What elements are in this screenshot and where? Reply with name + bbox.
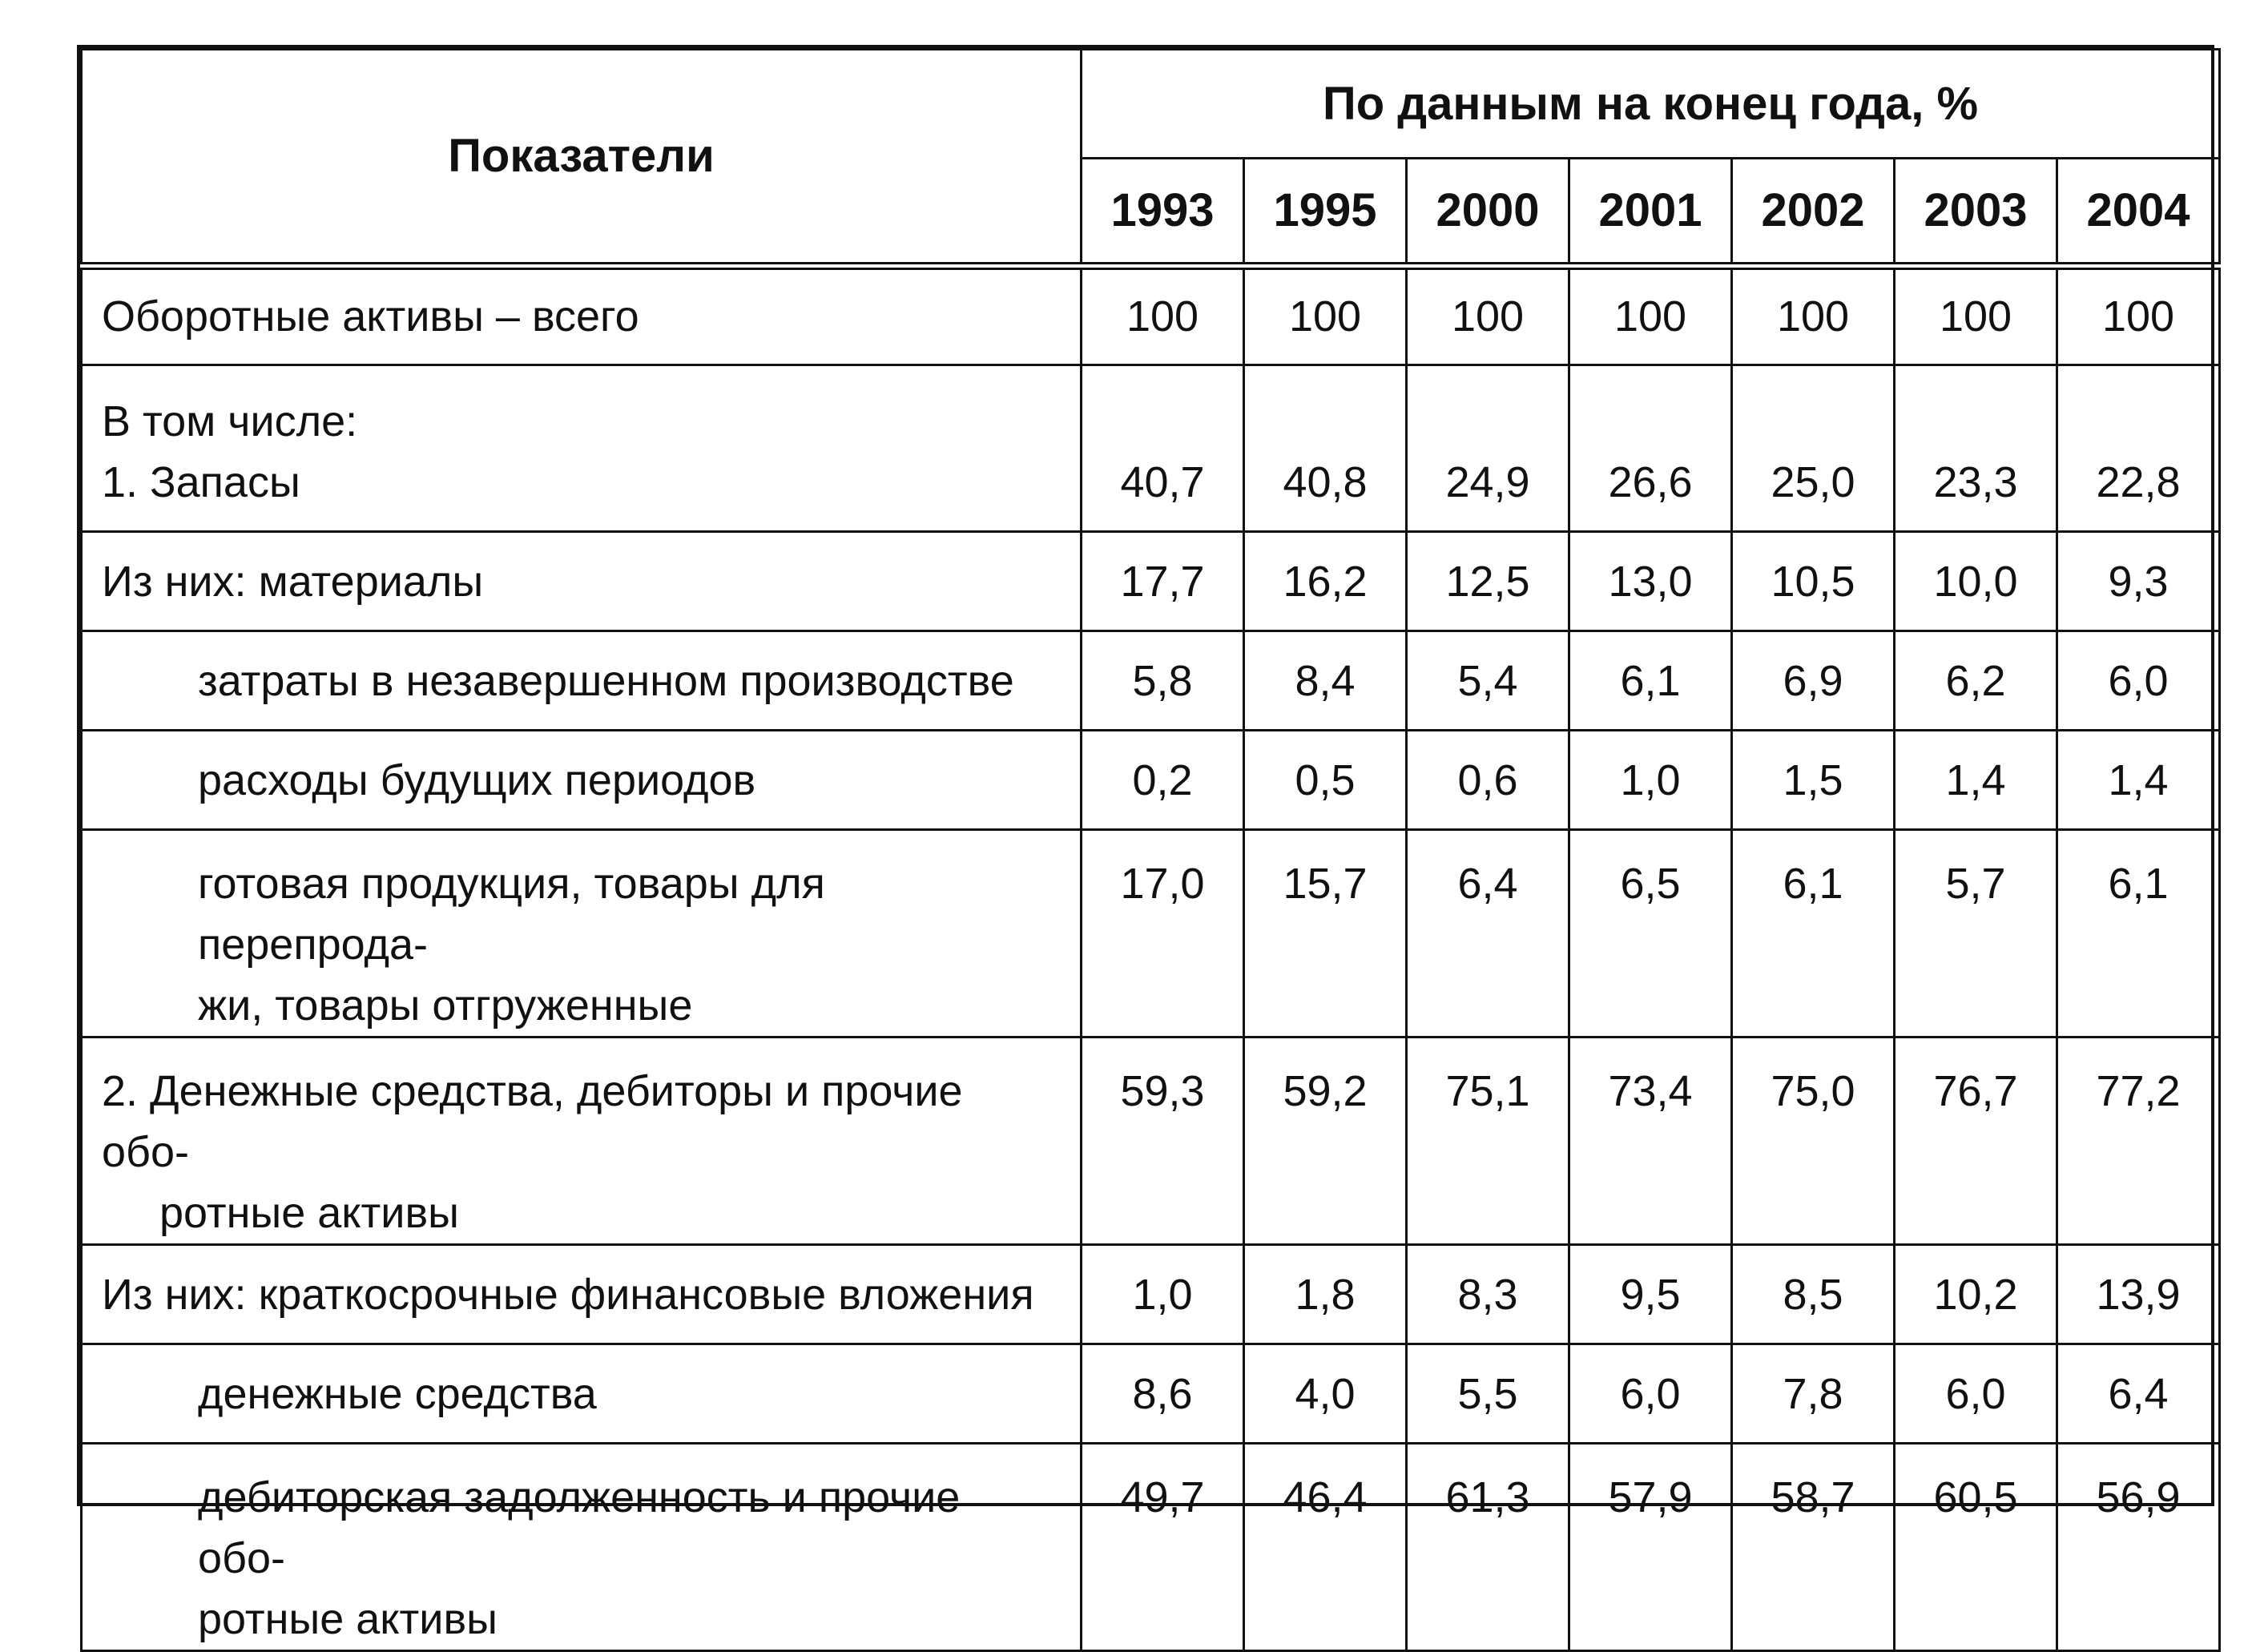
- cell-value: 8,6: [1082, 1344, 1244, 1444]
- cell-value: 6,0: [1569, 1344, 1732, 1444]
- cell-value: 0,6: [1407, 731, 1569, 830]
- year-header-2002: 2002: [1732, 159, 1895, 266]
- row-label-line: 1. Запасы: [102, 458, 300, 506]
- cell-value: 100: [1732, 266, 1895, 365]
- row-label: затраты в незавершенном производстве: [82, 631, 1082, 731]
- cell-value: 1,0: [1082, 1245, 1244, 1344]
- year-header-2000: 2000: [1407, 159, 1569, 266]
- cell-value: 76,7: [1895, 1038, 2057, 1245]
- cell-value: 6,2: [1895, 631, 2057, 731]
- row-label: Из них: материалы: [82, 532, 1082, 631]
- table-row: [82, 1038, 2220, 1245]
- cell-value: 6,4: [2057, 1344, 2220, 1444]
- cell-value: 25,0: [1732, 365, 1895, 532]
- cell-value: 16,2: [1244, 532, 1407, 631]
- cell-value: 6,4: [1407, 830, 1569, 1038]
- cell-value: 23,3: [1895, 365, 2057, 532]
- cell-value: 9,3: [2057, 532, 2220, 631]
- cell-value: 1,4: [1895, 731, 2057, 830]
- cell-value: 100: [2057, 266, 2220, 365]
- cell-value: 10,0: [1895, 532, 2057, 631]
- cell-value: 56,9: [2057, 1444, 2220, 1651]
- cell-value: 40,8: [1244, 365, 1407, 532]
- cell-value: 59,2: [1244, 1038, 1407, 1245]
- table-row: [82, 1344, 2220, 1444]
- cell-value: 8,5: [1732, 1245, 1895, 1344]
- table-row: [82, 1444, 2220, 1651]
- table-row: [82, 532, 2220, 631]
- cell-value: 24,9: [1407, 365, 1569, 532]
- cell-value: 58,7: [1732, 1444, 1895, 1651]
- table-row: [82, 631, 2220, 731]
- cell-value: 8,3: [1407, 1245, 1569, 1344]
- cell-value: 100: [1082, 266, 1244, 365]
- cell-value: 49,7: [1082, 1444, 1244, 1651]
- row-label-line: готовая продукция, товары для перепрода-: [198, 860, 825, 969]
- year-header-2003: 2003: [1895, 159, 2057, 266]
- cell-value: 46,4: [1244, 1444, 1407, 1651]
- row-label-line: 2. Денежные средства, дебиторы и прочие обо-: [102, 1067, 963, 1176]
- cell-value: 13,9: [2057, 1245, 2220, 1344]
- cell-value: 77,2: [2057, 1038, 2220, 1245]
- indicator-column-header: Показатели: [82, 50, 1082, 266]
- cell-value: 10,5: [1732, 532, 1895, 631]
- row-label: Из них: краткосрочные финансовые вложения: [82, 1245, 1082, 1344]
- cell-value: 1,4: [2057, 731, 2220, 830]
- cell-value: 5,5: [1407, 1344, 1569, 1444]
- cell-value: 40,7: [1082, 365, 1244, 532]
- table-row: [82, 365, 2220, 532]
- cell-value: 6,0: [2057, 631, 2220, 731]
- year-header-2004: 2004: [2057, 159, 2220, 266]
- row-label-line: ротные активы: [159, 1189, 459, 1237]
- cell-value: 60,5: [1895, 1444, 2057, 1651]
- table-row: [82, 266, 2220, 365]
- cell-value: 12,5: [1407, 532, 1569, 631]
- table-row: [82, 830, 2220, 1038]
- cell-value: 6,9: [1732, 631, 1895, 731]
- row-label-line: дебиторская задолженность и прочие обо-: [198, 1473, 961, 1582]
- row-label: [82, 1444, 1082, 1651]
- year-header-2001: 2001: [1569, 159, 1732, 266]
- cell-value: 5,8: [1082, 631, 1244, 731]
- row-label: [82, 830, 1082, 1038]
- cell-value: 0,2: [1082, 731, 1244, 830]
- row-label: Оборотные активы – всего: [82, 266, 1082, 365]
- cell-value: 1,8: [1244, 1245, 1407, 1344]
- year-header-1995: 1995: [1244, 159, 1407, 266]
- cell-value: 75,0: [1732, 1038, 1895, 1245]
- cell-value: 8,4: [1244, 631, 1407, 731]
- cell-value: 6,1: [2057, 830, 2220, 1038]
- cell-value: 17,0: [1082, 830, 1244, 1038]
- cell-value: 59,3: [1082, 1038, 1244, 1245]
- cell-value: 100: [1244, 266, 1407, 365]
- cell-value: 22,8: [2057, 365, 2220, 532]
- cell-value: 0,5: [1244, 731, 1407, 830]
- cell-value: 6,0: [1895, 1344, 2057, 1444]
- cell-value: 6,1: [1732, 830, 1895, 1038]
- cell-value: 100: [1569, 266, 1732, 365]
- table-body: [82, 266, 2220, 1651]
- cell-value: 73,4: [1569, 1038, 1732, 1245]
- row-label-line: ротные активы: [198, 1595, 498, 1643]
- row-label-line: В том числе:: [102, 397, 358, 445]
- cell-value: 5,7: [1895, 830, 2057, 1038]
- table-row: [82, 731, 2220, 830]
- cell-value: 7,8: [1732, 1344, 1895, 1444]
- cell-value: 57,9: [1569, 1444, 1732, 1651]
- cell-value: 5,4: [1407, 631, 1569, 731]
- cell-value: 9,5: [1569, 1245, 1732, 1344]
- cell-value: 17,7: [1082, 532, 1244, 631]
- year-group-header: По данным на конец года, %: [1082, 50, 2220, 159]
- cell-value: 15,7: [1244, 830, 1407, 1038]
- table-header: [82, 50, 2220, 266]
- data-table: [80, 48, 2221, 1652]
- cell-value: 1,5: [1732, 731, 1895, 830]
- cell-value: 75,1: [1407, 1038, 1569, 1245]
- row-label: [82, 1038, 1082, 1245]
- table-row: [82, 1245, 2220, 1344]
- year-header-1993: 1993: [1082, 159, 1244, 266]
- cell-value: 61,3: [1407, 1444, 1569, 1651]
- cell-value: 10,2: [1895, 1245, 2057, 1344]
- cell-value: 6,5: [1569, 830, 1732, 1038]
- row-label: расходы будущих периодов: [82, 731, 1082, 830]
- cell-value: 100: [1407, 266, 1569, 365]
- cell-value: 4,0: [1244, 1344, 1407, 1444]
- row-label: денежные средства: [82, 1344, 1082, 1444]
- current-assets-table: [77, 45, 2214, 1643]
- row-label-line: жи, товары отгруженные: [198, 981, 693, 1029]
- cell-value: 26,6: [1569, 365, 1732, 532]
- cell-value: 6,1: [1569, 631, 1732, 731]
- row-label: [82, 365, 1082, 532]
- cell-value: 1,0: [1569, 731, 1732, 830]
- cell-value: 13,0: [1569, 532, 1732, 631]
- cell-value: 100: [1895, 266, 2057, 365]
